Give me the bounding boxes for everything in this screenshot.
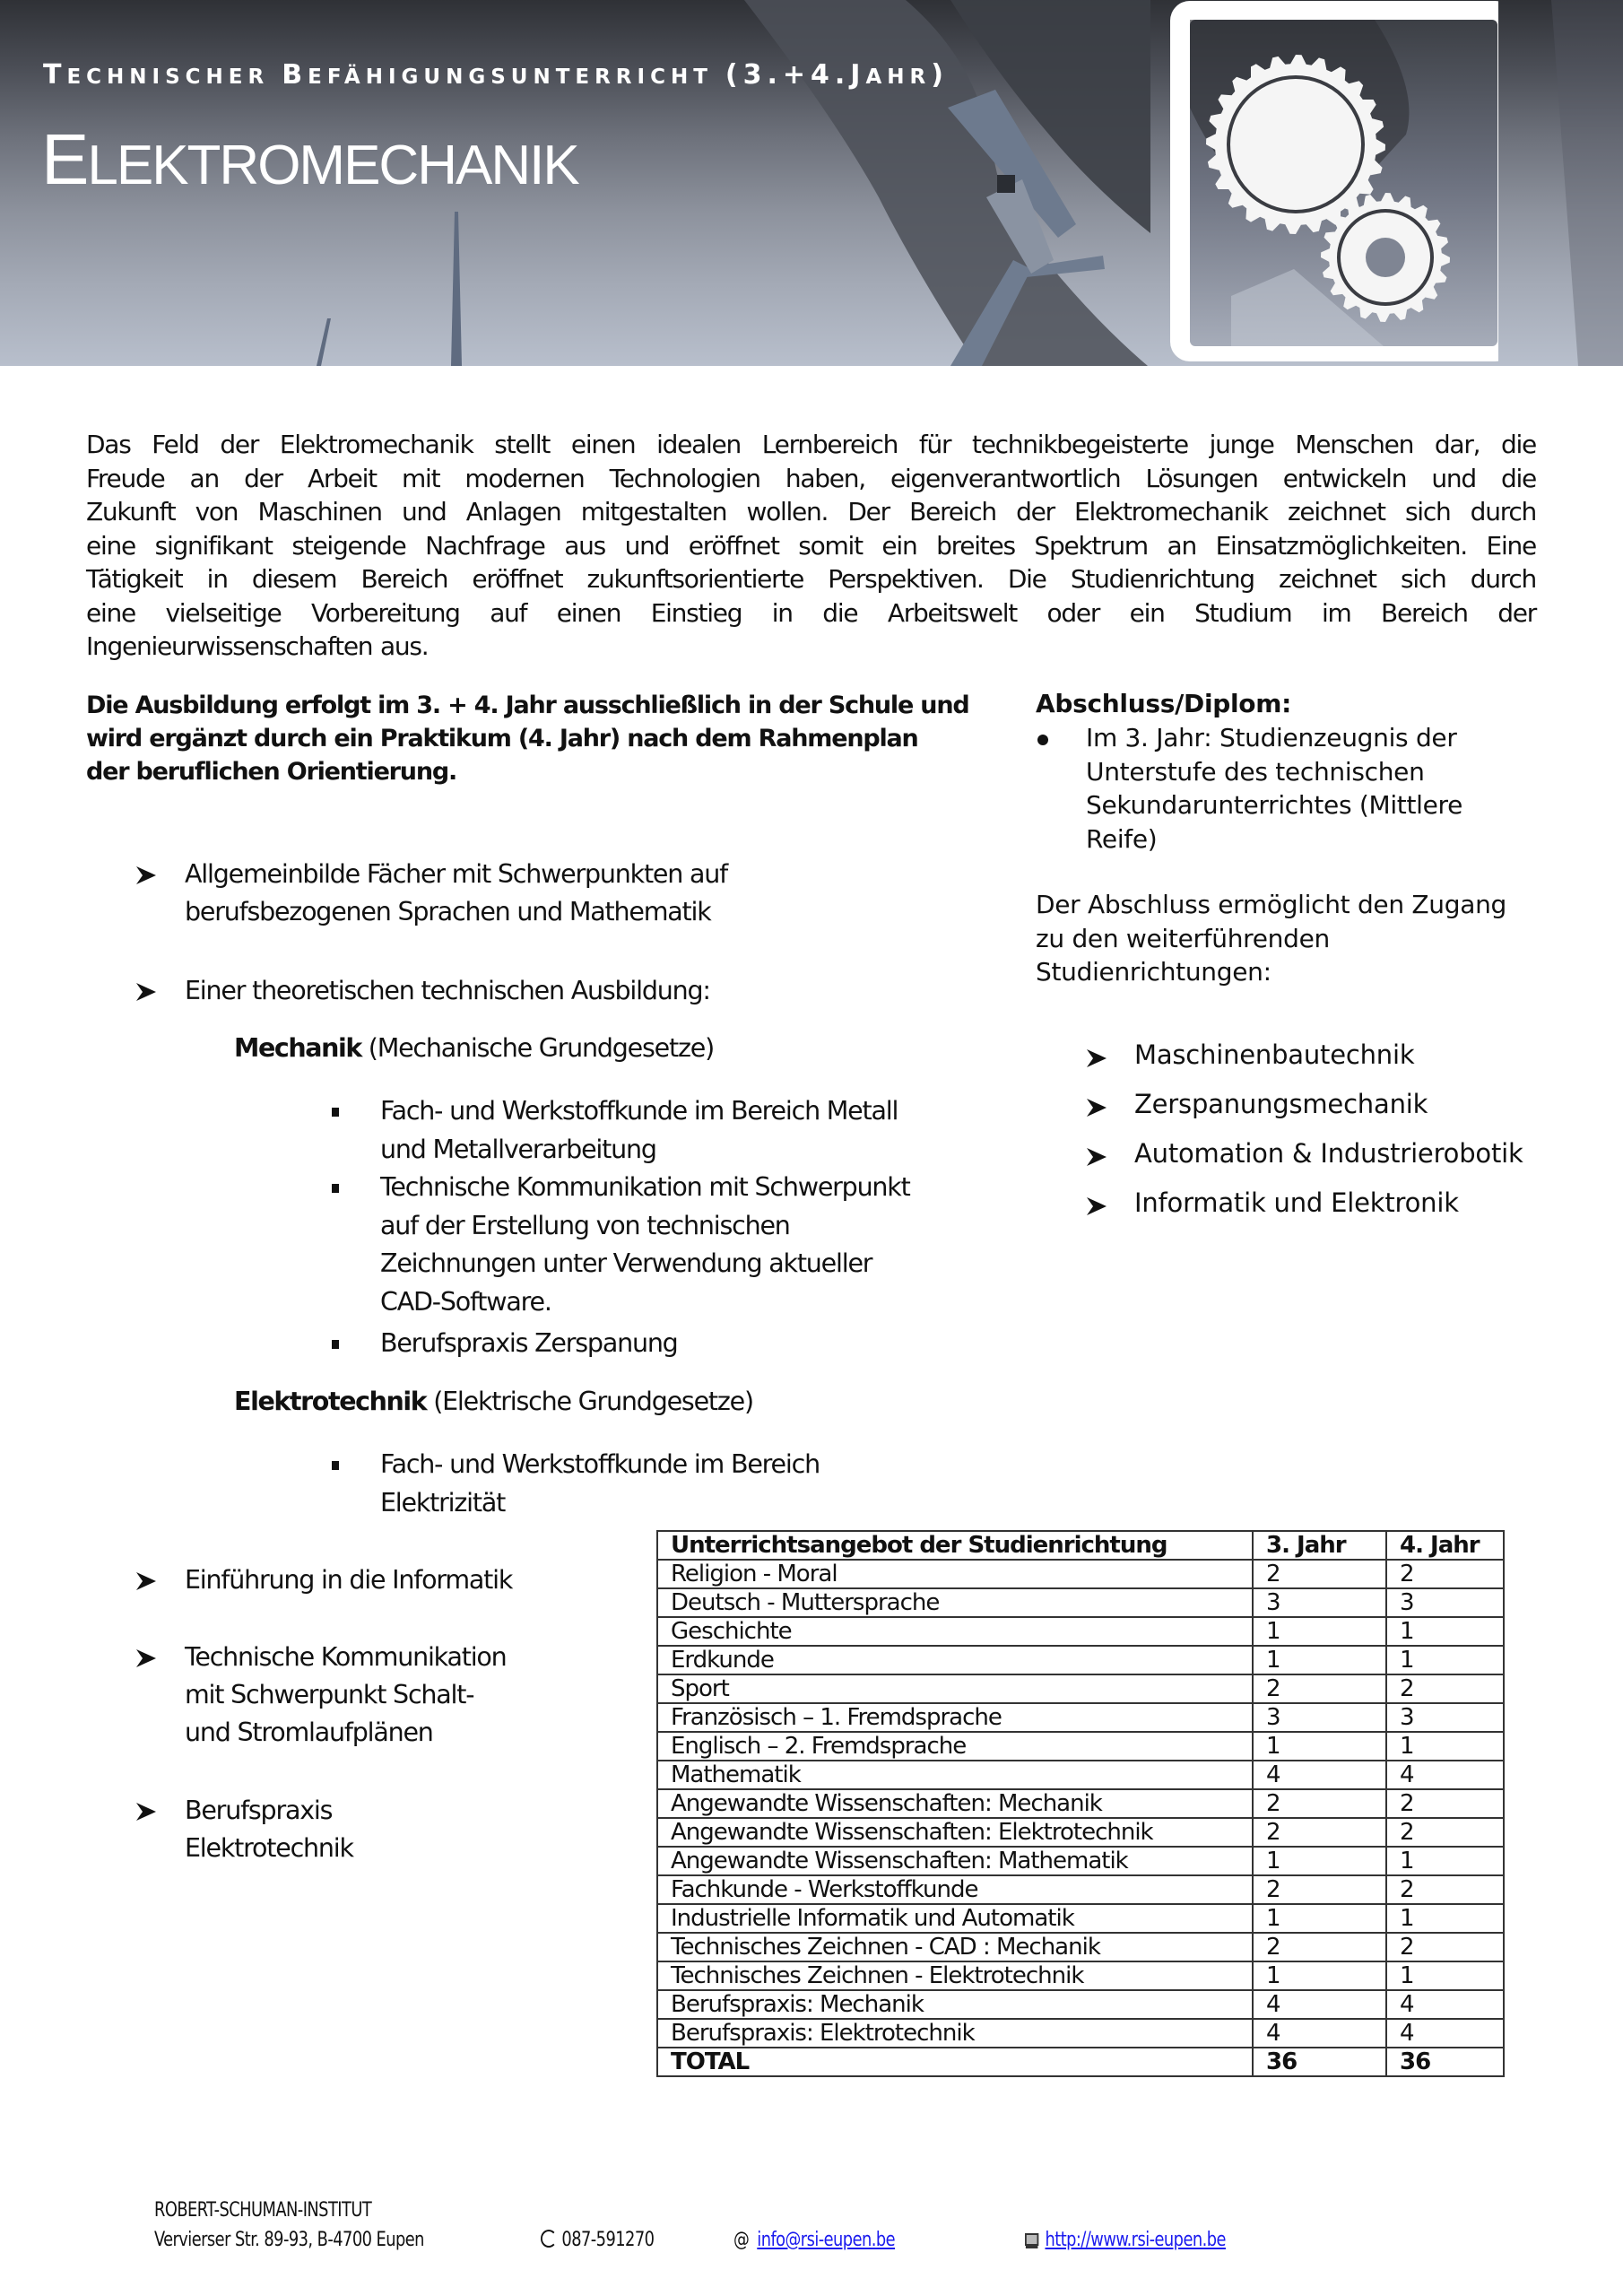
table-row (657, 2019, 1504, 2048)
year4-cell: 1 (1386, 1961, 1504, 1990)
table-row (657, 1646, 1504, 1674)
square-bullet-icon (332, 1108, 339, 1117)
subject-cell: Berufspraxis: Elektrotechnik (657, 2019, 1253, 2048)
year3-cell: 36 (1253, 2048, 1386, 2076)
header-banner (0, 0, 1623, 366)
footer-email (733, 2229, 895, 2251)
square-bullet-icon (332, 1184, 339, 1193)
table-row (657, 1588, 1504, 1617)
table-row (657, 1847, 1504, 1875)
list-item-text (380, 1092, 898, 1169)
arrow-bullet-icon (1085, 1041, 1112, 1076)
subject-cell: Industrielle Informatik und Automatik (657, 1904, 1253, 1933)
table-row (657, 1732, 1504, 1761)
year4-cell: 1 (1386, 1847, 1504, 1875)
table-row (657, 1789, 1504, 1818)
footer-address: Vervierser Str. 89-93, B-4700 Eupen (154, 2229, 424, 2251)
subject-cell: Berufspraxis: Mechanik (657, 1990, 1253, 2019)
table-row (657, 1961, 1504, 1990)
subject-cell: Religion - Moral (657, 1560, 1253, 1588)
table-row (657, 1703, 1504, 1732)
year4-cell: 2 (1386, 1674, 1504, 1703)
arrow-bullet-icon (135, 1561, 161, 1604)
line: Reife) (1086, 823, 1158, 854)
year4-cell: 4 (1386, 1761, 1504, 1789)
subject-cell: Englisch – 2. Fremdsprache (657, 1732, 1253, 1761)
subject-cell: Angewandte Wissenschaften: Elektrotechnik (657, 1818, 1253, 1847)
column-header-subject: Unterrichtsangebot der Studienrichtung (657, 1531, 1253, 1560)
year4-cell: 2 (1386, 1789, 1504, 1818)
subject-cell: Geschichte (657, 1617, 1253, 1646)
subject-cell: Fachkunde - Werkstoffkunde (657, 1875, 1253, 1904)
subject-cell: Angewandte Wissenschaften: Mechanik (657, 1789, 1253, 1818)
list-item-text: Einer theoretischen technischen Ausbildung: (185, 976, 710, 1005)
table-row (657, 1904, 1504, 1933)
list-item-text (185, 856, 727, 931)
intro-line: Zukunft von Maschinen und Anlagen mitgestalten wollen. Der Bereich der Elektromechanik zeichnet sich durch (86, 497, 1536, 526)
studienrichtung-label: Zerspanungsmechanik (1134, 1089, 1428, 1119)
lead-line: wird ergänzt durch ein Praktikum (4. Jahr) nach dem Rahmenplan (86, 725, 918, 752)
arrow-bullet-icon (135, 1639, 161, 1681)
table-row (657, 1933, 1504, 1961)
year4-cell: 4 (1386, 1990, 1504, 2019)
list-item-text (380, 1446, 820, 1522)
year4-cell: 1 (1386, 1732, 1504, 1761)
table-row (657, 1560, 1504, 1588)
list-item-text (1086, 721, 1462, 856)
year3-cell: 1 (1253, 1646, 1386, 1674)
mechanik-heading (234, 1033, 714, 1063)
line: CAD-Software. (380, 1286, 551, 1317)
line: zu den weiterführenden (1036, 923, 1330, 953)
lead-line: Die Ausbildung erfolgt im 3. + 4. Jahr ausschließlich in der Schule und (86, 691, 969, 719)
year4-cell: 1 (1386, 1617, 1504, 1646)
list-item-text (185, 1639, 507, 1752)
gear-hole (1366, 238, 1405, 277)
year3-cell: 3 (1253, 1703, 1386, 1732)
footer-website (1025, 2229, 1226, 2251)
intro-line: eine vielseitige Vorbereitung auf einen Einstieg in die Arbeitswelt oder ein Studium im Bereich der (86, 597, 1536, 628)
subtitle-part: ) (931, 59, 949, 91)
subject-cell: Technisches Zeichnen - Elektrotechnik (657, 1961, 1253, 1990)
year3-cell: 2 (1253, 1933, 1386, 1961)
intro-line: Freude an der Arbeit mit modernen Technologien haben, eigenverantwortlich Lösungen entwickeln und die (86, 463, 1536, 493)
studienrichtung-label: Maschinenbautechnik (1134, 1039, 1415, 1070)
line: Der Abschluss ermöglicht den Zugang (1036, 890, 1506, 919)
subject-cell: Technisches Zeichnen - CAD : Mechanik (657, 1933, 1253, 1961)
year3-cell: 2 (1253, 1875, 1386, 1904)
computer-icon (1025, 2233, 1038, 2246)
intro-line: Tätigkeit in diesem Bereich eröffnet zukunftsorientierte Perspektiven. Die Studienrichtung zeichnet sich durch (86, 564, 1536, 594)
email-link[interactable]: info@rsi-eupen.be (757, 2229, 896, 2251)
line: Technische Kommunikation mit Schwerpunkt (380, 1172, 910, 1202)
subtitle-part: AHR (865, 65, 932, 89)
year4-cell: 2 (1386, 1818, 1504, 1847)
year4-cell: 36 (1386, 2048, 1504, 2076)
footer-phone (541, 2229, 654, 2251)
line: berufsbezogenen Sprachen und Mathematik (185, 897, 711, 926)
list-item-text: Einführung in die Informatik (185, 1565, 513, 1595)
mechanik-subtitle: (Mechanische Grundgesetze) (360, 1033, 714, 1063)
list-item-text: Berufspraxis Zerspanung (380, 1328, 678, 1358)
abschluss-heading: Abschluss/Diplom: (1036, 689, 1291, 718)
website-link[interactable]: http://www.rsi-eupen.be (1045, 2229, 1226, 2251)
lead-line: der beruflichen Orientierung. (86, 758, 457, 786)
subject-cell: Französisch – 1. Fremdsprache (657, 1703, 1253, 1732)
intro-line: Das Feld der Elektromechanik stellt einen idealen Lernbereich für technikbegeisterte junge Menschen dar, die (86, 430, 1536, 459)
year4-cell: 1 (1386, 1904, 1504, 1933)
email-icon: @ (733, 2229, 750, 2251)
arrow-bullet-icon (135, 972, 161, 1014)
subject-cell: Angewandte Wissenschaften: Mathematik (657, 1847, 1253, 1875)
table-row (657, 1818, 1504, 1847)
bullet-dot-icon (1037, 735, 1048, 745)
year4-cell: 3 (1386, 1588, 1504, 1617)
arrow-bullet-icon (1085, 1091, 1112, 1126)
year3-cell: 4 (1253, 1761, 1386, 1789)
year3-cell: 2 (1253, 1674, 1386, 1703)
table-row (657, 1617, 1504, 1646)
year3-cell: 4 (1253, 2019, 1386, 2048)
gear-ring (1228, 77, 1363, 212)
line: Fach- und Werkstoffkunde im Bereich Metall (380, 1096, 898, 1126)
intro-paragraph (86, 428, 1536, 664)
year3-cell: 3 (1253, 1588, 1386, 1617)
studienrichtung-label: Automation & Industrierobotik (1134, 1138, 1523, 1169)
year3-cell: 2 (1253, 1789, 1386, 1818)
subject-cell: Sport (657, 1674, 1253, 1703)
intro-line: Ingenieurwissenschaften aus. (86, 631, 429, 661)
year3-cell: 1 (1253, 1732, 1386, 1761)
title-rest: LEKTROMECHANIK (87, 135, 578, 196)
list-item-text (185, 1792, 353, 1867)
line: Studienrichtungen: (1036, 957, 1271, 987)
year3-cell: 2 (1253, 1560, 1386, 1588)
column-header-year3: 3. Jahr (1253, 1531, 1386, 1560)
column-header-year4: 4. Jahr (1386, 1531, 1504, 1560)
subtitle-part: (3.+4.J (725, 59, 866, 91)
line: Zeichnungen unter Verwendung aktueller (380, 1248, 872, 1278)
line: auf der Erstellung von technischen (380, 1210, 790, 1240)
year3-cell: 4 (1253, 1990, 1386, 2019)
square-bullet-icon (332, 1340, 339, 1349)
table-row (657, 1875, 1504, 1904)
table-total-row (657, 2048, 1504, 2076)
arrow-bullet-icon (1085, 1140, 1112, 1175)
subject-cell: Erdkunde (657, 1646, 1253, 1674)
studienrichtung-label: Informatik und Elektronik (1134, 1187, 1459, 1218)
arrow-bullet-icon (135, 856, 161, 898)
year3-cell: 2 (1253, 1818, 1386, 1847)
subtitle-part: EFÄHIGUNGSUNTERRICHT (308, 65, 725, 89)
year4-cell: 2 (1386, 1933, 1504, 1961)
year4-cell: 2 (1386, 1875, 1504, 1904)
line: Unterstufe des technischen (1086, 756, 1425, 787)
intro-line: eine signifikant steigende Nachfrage aus und eröffnet somit ein breites Spektrum an Einsatzmöglichkeiten. Eine (86, 530, 1536, 561)
elektrotechnik-subtitle: (Elektrische Grundgesetze) (426, 1387, 753, 1416)
page-title (41, 118, 578, 201)
phone-number: 087-591270 (561, 2229, 655, 2251)
square-bullet-icon (332, 1461, 339, 1470)
line: Allgemeinbilde Fächer mit Schwerpunkten auf (185, 859, 727, 889)
gears-icon (1150, 0, 1498, 364)
line: Berufspraxis (185, 1796, 333, 1825)
subject-cell: Mathematik (657, 1761, 1253, 1789)
year4-cell: 1 (1386, 1646, 1504, 1674)
subtitle-part: T (43, 59, 67, 91)
year3-cell: 1 (1253, 1904, 1386, 1933)
arrow-bullet-icon (135, 1792, 161, 1834)
line: Im 3. Jahr: Studienzeugnis der (1086, 723, 1457, 752)
subtitle-part: B (282, 59, 308, 91)
table-row (657, 1990, 1504, 2019)
phone-icon (541, 2230, 557, 2248)
list-item-text (380, 1169, 910, 1321)
zugang-text (1036, 888, 1506, 989)
training-lead-text (86, 689, 1019, 788)
year3-cell: 1 (1253, 1847, 1386, 1875)
arrow-bullet-icon (1085, 1189, 1112, 1224)
title-initial: E (41, 119, 88, 199)
table-row (657, 1761, 1504, 1789)
curriculum-table (656, 1530, 1505, 2077)
year4-cell: 4 (1386, 2019, 1504, 2048)
line: Elektrotechnik (185, 1833, 353, 1863)
elektrotechnik-title: Elektrotechnik (234, 1387, 427, 1416)
subtitle-part: ECHNISCHER (66, 65, 282, 89)
footer-institute: ROBERT-SCHUMAN-INSTITUT (154, 2199, 372, 2222)
subject-cell: TOTAL (657, 2048, 1253, 2076)
line: Elektrizität (380, 1487, 506, 1518)
line: Fach- und Werkstoffkunde im Bereich (380, 1449, 820, 1479)
line: Sekundarunterrichtes (Mittlere (1086, 790, 1463, 820)
table-row (657, 1674, 1504, 1703)
year3-cell: 1 (1253, 1617, 1386, 1646)
mechanik-title: Mechanik (234, 1033, 361, 1063)
year4-cell: 3 (1386, 1703, 1504, 1732)
table-header-row (657, 1531, 1504, 1560)
line: und Metallverarbeitung (380, 1134, 656, 1164)
year4-cell: 2 (1386, 1560, 1504, 1588)
elektrotechnik-heading (234, 1387, 753, 1416)
year3-cell: 1 (1253, 1961, 1386, 1990)
line: mit Schwerpunkt Schalt- (185, 1680, 474, 1709)
header-subtitle (43, 59, 949, 91)
line: und Stromlaufplänen (185, 1718, 433, 1747)
subject-cell: Deutsch - Muttersprache (657, 1588, 1253, 1617)
line: Technische Kommunikation (185, 1642, 507, 1672)
